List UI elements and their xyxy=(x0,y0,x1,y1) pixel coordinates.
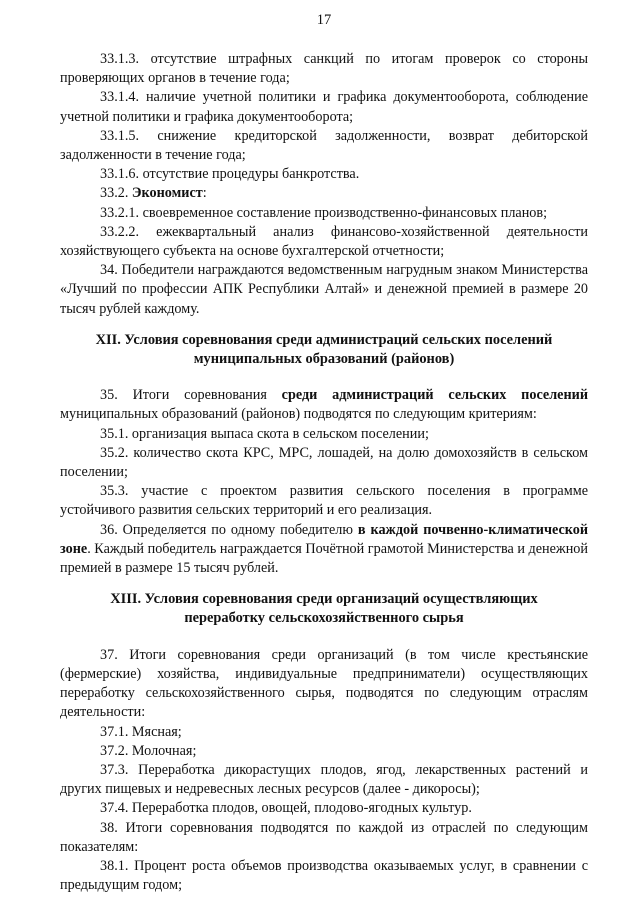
paragraph-33-1-3: 33.1.3. отсутствие штрафных санкций по итогам проверок со стороны проверяющих органов в течение года; xyxy=(60,51,588,87)
paragraph-36-pre: 36. Определяется по одному победителю xyxy=(100,521,358,538)
section-heading-xiii xyxy=(60,590,588,628)
paragraph-33-2-bold: Экономист xyxy=(131,185,203,202)
paragraph-34: 34. Победители награждаются ведомственным нагрудным знаком Министерства «Лучший по профессии АПК Республики Алтай» и денежной премией в размере 20 тысяч рублей каждому. xyxy=(60,262,588,317)
paragraph-38: 38. Итоги соревнования подводятся по каждой из отраслей по следующим показателям: xyxy=(60,819,588,855)
section-heading-xii-line1: XII. Условия соревнования среди администраций сельских поселений xyxy=(95,331,553,348)
section-heading-xii-line2: муниципальных образований (районов) xyxy=(193,351,455,368)
paragraph-35-bold: среди администраций сельских поселений xyxy=(281,387,588,404)
paragraph-37: 37. Итоги соревнования среди организаций (в том числе крестьянские (фермерские) хозяйства, индивидуальные предприниматели) осуществляющих переработку сельскохозяйственного сырья, подводятся по следующим отраслям деятельности: xyxy=(60,646,588,721)
paragraph-35-post: муниципальных образований (районов) подводятся по следующим критериям: xyxy=(60,406,537,423)
paragraph-33-1-6: 33.1.6. отсутствие процедуры банкротства. xyxy=(100,166,360,183)
paragraph-33-2-number: 33.2. xyxy=(100,185,129,202)
section-heading-xii xyxy=(60,331,588,369)
paragraph-36-bold: в каждой почвенно-климатической зоне xyxy=(60,521,588,557)
paragraph-35 xyxy=(60,386,588,424)
paragraph-35-2: 35.2. количество скота КРС, МРС, лошадей, на долю домохозяйств в сельском поселении; xyxy=(60,444,588,481)
document-body xyxy=(60,50,588,895)
paragraph-33-2-2: 33.2.2. ежеквартальный анализ финансово-хозяйственной деятельности хозяйствующего субъекта на основе бухгалтерской отчетности; xyxy=(60,223,588,260)
paragraph-38-1: 38.1. Процент роста объемов производства оказываемых услуг, в сравнении с предыдущим годом; xyxy=(60,857,588,894)
paragraph-37-2: 37.2. Молочная; xyxy=(100,742,197,759)
paragraph-33-1-5: 33.1.5. снижение кредиторской задолженности, возврат дебиторской задолженности в течение года; xyxy=(60,127,588,164)
page-number: 17 xyxy=(316,12,332,28)
paragraph-33-2-tail: : xyxy=(202,185,207,202)
paragraph-33-2 xyxy=(60,184,588,203)
paragraph-33-2-1: 33.2.1. своевременное составление производственно-финансовых планов; xyxy=(100,204,548,221)
paragraph-37-4: 37.4. Переработка плодов, овощей, плодово-ягодных культур. xyxy=(100,800,472,817)
paragraph-36-post: . Каждый победитель награждается Почётной грамотой Министерства и денежной премией в размере 15 тысяч рублей. xyxy=(60,540,588,577)
section-heading-xiii-line2: переработку сельскохозяйственного сырья xyxy=(184,610,464,627)
paragraph-37-3: 37.3. Переработка дикорастущих плодов, ягод, лекарственных растений и других пищевых и недревесных лесных ресурсов (далее - дикоросы); xyxy=(60,761,588,798)
paragraph-35-pre: 35. Итоги соревнования xyxy=(100,387,282,404)
paragraph-35-1: 35.1. организация выпаса скота в сельском поселении; xyxy=(100,425,429,442)
paragraph-33-1-4: 33.1.4. наличие учетной политики и графика документооборота, соблюдение учетной политики и графика документооборота; xyxy=(60,89,588,125)
paragraph-36 xyxy=(60,521,588,579)
section-heading-xiii-line1: XIII. Условия соревнования среди организаций осуществляющих xyxy=(110,591,538,608)
paragraph-37-1: 37.1. Мясная; xyxy=(100,723,182,740)
paragraph-35-3: 35.3. участие с проектом развития сельского поселения в программе устойчивого развития сельских территорий и его реализация. xyxy=(60,483,588,519)
